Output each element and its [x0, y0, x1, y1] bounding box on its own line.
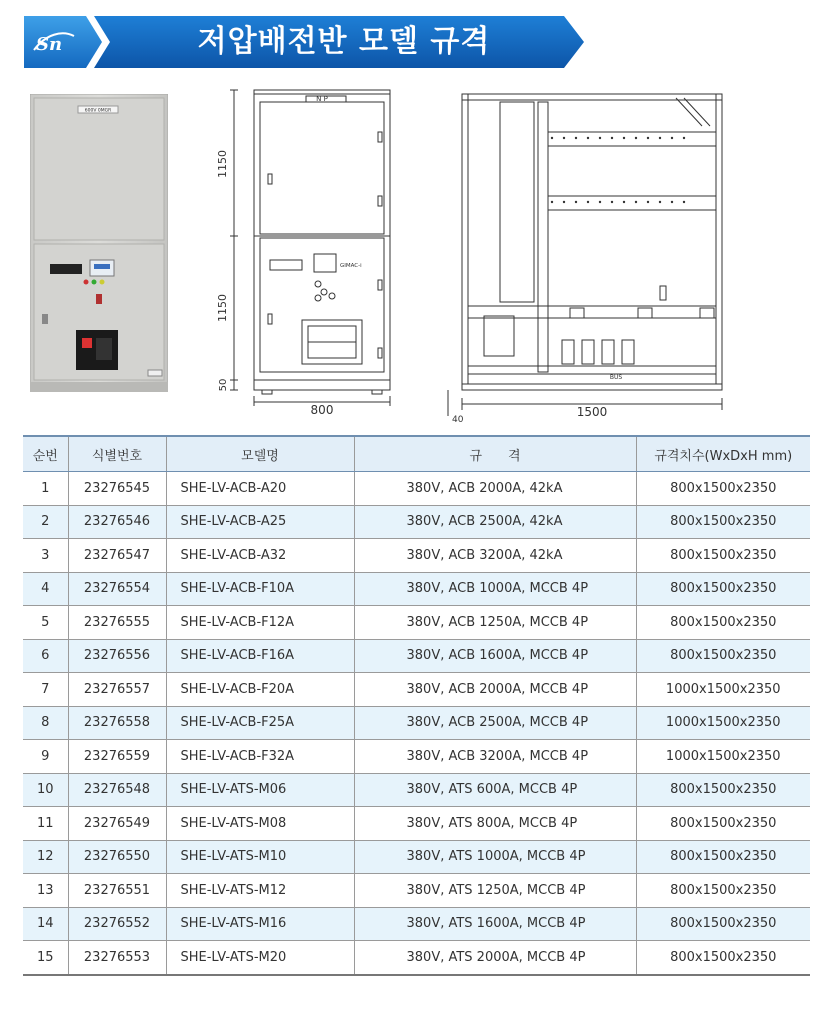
col-header-no: 순번: [23, 436, 68, 472]
cell-id: 23276551: [68, 874, 166, 908]
cell-model: SHE-LV-ACB-F12A: [166, 606, 354, 640]
cell-id: 23276545: [68, 472, 166, 506]
col-header-size: 규격치수(WxDxH mm): [636, 436, 810, 472]
table-row: [23, 673, 810, 707]
cell-size: 800x1500x2350: [636, 807, 810, 841]
cell-spec: 380V, ACB 2500A, 42kA: [354, 505, 636, 539]
cell-id: 23276558: [68, 706, 166, 740]
company-logo: [24, 16, 98, 68]
table-row: [23, 539, 810, 573]
cell-size: 800x1500x2350: [636, 472, 810, 506]
cell-no: 4: [23, 572, 68, 606]
cell-id: 23276549: [68, 807, 166, 841]
cell-size: 800x1500x2350: [636, 907, 810, 941]
cell-no: 8: [23, 706, 68, 740]
cell-model: SHE-LV-ACB-A25: [166, 505, 354, 539]
cell-spec: 380V, ACB 1250A, MCCB 4P: [354, 606, 636, 640]
cell-spec: 380V, ATS 1000A, MCCB 4P: [354, 840, 636, 874]
cell-spec: 380V, ATS 1600A, MCCB 4P: [354, 907, 636, 941]
cell-id: 23276559: [68, 740, 166, 774]
cell-no: 7: [23, 673, 68, 707]
cell-size: 800x1500x2350: [636, 840, 810, 874]
panel-photo-label: 600V 0MGR: [84, 108, 112, 114]
table-row: [23, 706, 810, 740]
table-row: [23, 840, 810, 874]
dim-side-depth: 1500: [576, 405, 608, 419]
panel-photo: [30, 94, 168, 392]
bus-label: BUS: [609, 374, 623, 381]
cell-spec: 380V, ATS 2000A, MCCB 4P: [354, 941, 636, 975]
cell-no: 14: [23, 907, 68, 941]
table-row: [23, 572, 810, 606]
cell-id: 23276550: [68, 840, 166, 874]
cell-spec: 380V, ACB 2000A, MCCB 4P: [354, 673, 636, 707]
cell-model: SHE-LV-ATS-M16: [166, 907, 354, 941]
table-row: [23, 773, 810, 807]
table-row: [23, 941, 810, 975]
cell-model: SHE-LV-ATS-M10: [166, 840, 354, 874]
cell-size: 800x1500x2350: [636, 773, 810, 807]
cell-model: SHE-LV-ACB-A32: [166, 539, 354, 573]
cell-id: 23276552: [68, 907, 166, 941]
cell-spec: 380V, ACB 1000A, MCCB 4P: [354, 572, 636, 606]
cell-spec: 380V, ATS 800A, MCCB 4P: [354, 807, 636, 841]
cell-no: 3: [23, 539, 68, 573]
cell-model: SHE-LV-ACB-F10A: [166, 572, 354, 606]
cell-size: 1000x1500x2350: [636, 706, 810, 740]
dim-side-offset: 40: [452, 415, 464, 422]
cell-id: 23276553: [68, 941, 166, 975]
cell-no: 15: [23, 941, 68, 975]
cell-model: SHE-LV-ACB-F32A: [166, 740, 354, 774]
cell-spec: 380V, ATS 600A, MCCB 4P: [354, 773, 636, 807]
cell-size: 800x1500x2350: [636, 639, 810, 673]
cell-no: 11: [23, 807, 68, 841]
cell-spec: 380V, ATS 1250A, MCCB 4P: [354, 874, 636, 908]
cell-id: 23276555: [68, 606, 166, 640]
cell-size: 800x1500x2350: [636, 606, 810, 640]
title-banner: [24, 16, 584, 68]
cell-model: SHE-LV-ATS-M12: [166, 874, 354, 908]
table-row: [23, 740, 810, 774]
cell-no: 2: [23, 505, 68, 539]
cell-no: 13: [23, 874, 68, 908]
dim-lower-height: 1150: [216, 294, 229, 322]
col-header-spec: 규 격: [354, 436, 636, 472]
cell-spec: 380V, ACB 2500A, MCCB 4P: [354, 706, 636, 740]
table-row: [23, 639, 810, 673]
cell-no: 9: [23, 740, 68, 774]
table-header-row: [23, 436, 810, 472]
cell-model: SHE-LV-ATS-M06: [166, 773, 354, 807]
cell-spec: 380V, ACB 3200A, 42kA: [354, 539, 636, 573]
cell-spec: 380V, ACB 1600A, MCCB 4P: [354, 639, 636, 673]
front-view-drawing: [206, 84, 416, 420]
cell-id: 23276547: [68, 539, 166, 573]
cell-size: 800x1500x2350: [636, 941, 810, 975]
table-row: [23, 472, 810, 506]
controller-label: GIMAC-i: [340, 263, 362, 269]
cell-size: 1000x1500x2350: [636, 673, 810, 707]
cell-no: 1: [23, 472, 68, 506]
cell-no: 5: [23, 606, 68, 640]
table-row: [23, 505, 810, 539]
cell-size: 800x1500x2350: [636, 505, 810, 539]
table-row: [23, 807, 810, 841]
model-spec-table: [23, 435, 810, 976]
door-plate-text: N P: [316, 95, 328, 103]
table-row: [23, 874, 810, 908]
col-header-id: 식별번호: [68, 436, 166, 472]
dim-front-width: 800: [310, 403, 334, 417]
cell-spec: 380V, ACB 2000A, 42kA: [354, 472, 636, 506]
cell-size: 800x1500x2350: [636, 572, 810, 606]
cell-no: 6: [23, 639, 68, 673]
dim-upper-height: 1150: [216, 150, 229, 178]
cell-spec: 380V, ACB 3200A, MCCB 4P: [354, 740, 636, 774]
cell-no: 10: [23, 773, 68, 807]
cell-id: 23276546: [68, 505, 166, 539]
cell-size: 800x1500x2350: [636, 539, 810, 573]
cell-model: SHE-LV-ATS-M08: [166, 807, 354, 841]
logo-text: Sn: [36, 34, 63, 55]
cell-size: 1000x1500x2350: [636, 740, 810, 774]
cell-model: SHE-LV-ACB-F16A: [166, 639, 354, 673]
cell-model: SHE-LV-ATS-M20: [166, 941, 354, 975]
table-row: [23, 606, 810, 640]
cell-model: SHE-LV-ACB-F20A: [166, 673, 354, 707]
dim-base-height: 50: [218, 378, 229, 392]
side-view-drawing: [440, 86, 740, 422]
table-row: [23, 907, 810, 941]
cell-size: 800x1500x2350: [636, 874, 810, 908]
cell-id: 23276557: [68, 673, 166, 707]
cell-model: SHE-LV-ACB-A20: [166, 472, 354, 506]
cell-id: 23276554: [68, 572, 166, 606]
cell-model: SHE-LV-ACB-F25A: [166, 706, 354, 740]
col-header-model: 모델명: [166, 436, 354, 472]
cell-id: 23276548: [68, 773, 166, 807]
cell-id: 23276556: [68, 639, 166, 673]
cell-no: 12: [23, 840, 68, 874]
page-title: 저압배전반 모델 규격: [197, 24, 491, 59]
